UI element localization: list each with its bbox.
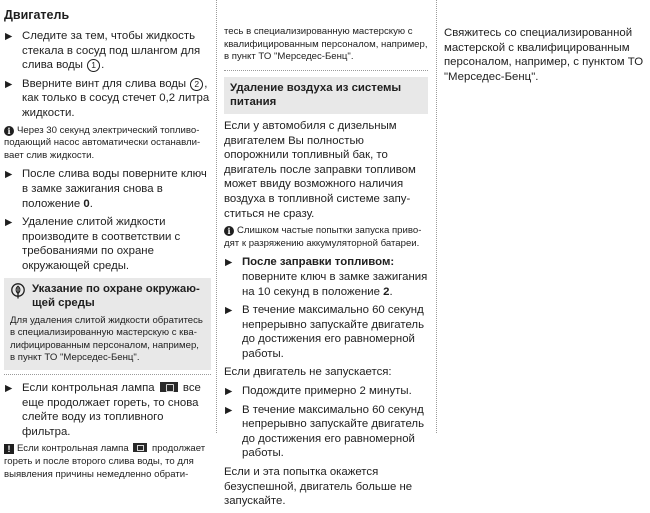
instruction-step: ▶ Следите за тем, чтобы жидкость стекала в сосуд под шлангом для слива воды 1 . — [5, 30, 201, 72]
arrow-bullet-icon: ▶ — [5, 383, 13, 395]
instruction-step: ▶ Если контрольная лампа все еще продолжает гореть, то снова слейте воду из топливного фильтра. — [5, 382, 201, 438]
environment-note-title: Указание по охране окружающей среды — [32, 282, 200, 310]
arrow-bullet-icon: ▶ — [5, 217, 13, 229]
info-note: i Слишком частые попытки запуска приводят к разряжению аккумуляторной батареи. — [224, 225, 422, 249]
instruction-step: ▶ После заправки топливом: поверните ключ в замке зажигания на 10 секунд в положение 2. — [225, 256, 428, 298]
arrow-bullet-icon: ▶ — [5, 169, 13, 181]
instruction-step: ▶ После слива воды поверните ключ в замке зажигания снова в положение 0. — [5, 168, 207, 210]
instruction-step: ▶ В течение максимально 60 секунд непрерывно запускайте двигатель до достижения его равномерной работы. — [225, 304, 425, 360]
column-middle — [224, 0, 428, 513]
arrow-bullet-icon: ▶ — [225, 305, 233, 317]
warning-icon: ! — [4, 444, 14, 454]
environment-box-wrapper — [4, 278, 211, 376]
info-icon: i — [4, 126, 14, 136]
circled-number-2: 2 — [190, 78, 203, 91]
arrow-bullet-icon: ▶ — [225, 257, 233, 269]
environment-note-header — [10, 282, 205, 311]
warning-lamp-icon — [133, 443, 147, 452]
column-left — [4, 0, 211, 486]
column-right — [444, 0, 644, 88]
warning-lamp-icon — [160, 382, 178, 392]
instruction-step: ▶ Подождите примерно 2 минуты. — [225, 385, 412, 398]
paragraph: Если у автомобиля с дизельным двигателем Вы полностью опорожнили топливный бак, то двигатель после заправки топливом может ввиду возможного наличия воздуха в топливной системе запуститься не сразу. — [224, 119, 416, 220]
column-separator — [216, 0, 217, 433]
info-icon: i — [224, 226, 234, 236]
instruction-step: ▶ В течение максимально 60 секунд непрерывно запускайте двигатель до достижения его равномерной работы. — [225, 403, 425, 460]
info-note: i Через 30 секунд электрический топливоподающий насос автоматически останавливает слив жидкости. — [4, 124, 201, 161]
environment-note-text: Для удаления слитой жидкости обратитесь в специализированную мастерскую с квалифицированным персоналом, например, в пункт ТО "Мерседес-Бенц". — [10, 314, 203, 364]
section-heading: Двигатель — [4, 8, 70, 22]
arrow-bullet-icon: ▶ — [5, 78, 13, 90]
arrow-bullet-icon: ▶ — [225, 404, 233, 416]
instruction-step: ▶ Вверните винт для слива воды 2 , как только в сосуд стечет 0,2 литра жидкости. — [5, 77, 210, 119]
environment-leaf-icon — [10, 283, 26, 299]
divider — [224, 70, 428, 71]
instruction-step: ▶ Удаление слитой жидкости производите в соответствии с требованиями по охране окружающей среды. — [5, 216, 181, 272]
column-separator — [436, 0, 437, 433]
section-title: Удаление воздуха из системы питания — [224, 77, 428, 114]
arrow-bullet-icon: ▶ — [5, 31, 13, 42]
arrow-bullet-icon: ▶ — [225, 386, 233, 398]
continued-text: тесь в специализированную мастерскую с квалифицированным персоналом, например, в пункт ТО "Мерседес-Бенц". — [224, 26, 428, 63]
warning-note: ! Если контрольная лампа продолжает гореть и после второго слива воды, то для выявления причины немедленно обрати- — [4, 443, 206, 480]
paragraph: Если двигатель не запускается: — [224, 366, 392, 379]
paragraph: Свяжитесь со специализированной мастерской с квалифицированным персоналом, например, с пунктом ТО "Мерседес-Бенц". — [444, 27, 644, 83]
environment-note-box — [4, 278, 211, 371]
circled-number-1: 1 — [87, 59, 100, 72]
paragraph: Если и эта попытка окажется безуспешной, двигатель больше не запускайте. — [224, 466, 413, 508]
